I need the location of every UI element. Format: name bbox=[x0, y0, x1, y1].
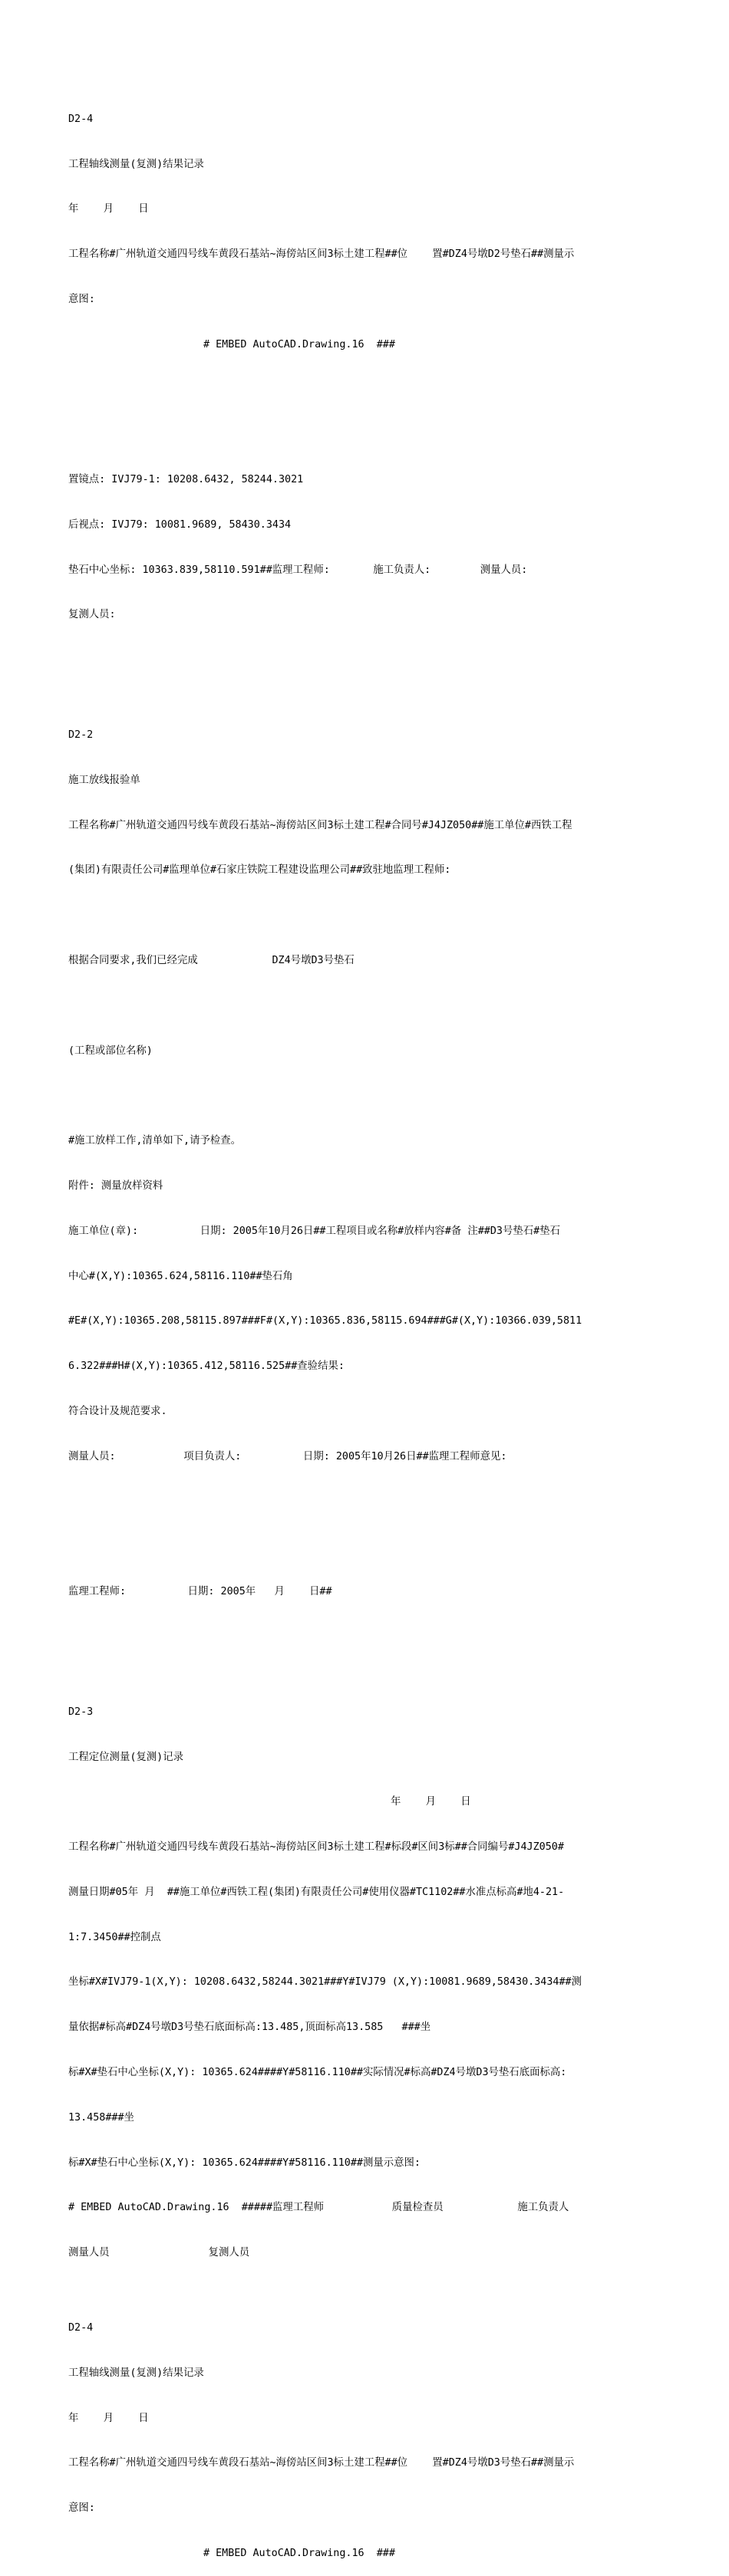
project-name-line: 工程名称#广州轨道交通四号线车黄段石基站~海傍站区间3标土建工程#标段#区间3标##合同编号#J4JZ050# bbox=[68, 1841, 564, 1854]
embed-signature-line: # EMBED AutoCAD.Drawing.16 #####监理工程师 质量检查员 施工负责人 bbox=[68, 2202, 569, 2214]
contractor-date-line: 施工单位(章): 日期: 2005年10月26日##工程项目或名称#放样内容#备 注##D3号垫石#垫石 bbox=[68, 1225, 560, 1237]
blank-line bbox=[68, 908, 667, 923]
backsight-point-line: 后视点: IVJ79: 10081.9689, 58430.3434 bbox=[68, 518, 292, 531]
corner-coordinates-line: #E#(X,Y):10365.208,58115.897###F#(X,Y):10365.836,58115.694###G#(X,Y):10366.039,5811 bbox=[68, 1315, 582, 1327]
actual-elevation-line: 13.458###坐 bbox=[68, 2111, 134, 2124]
contractor-line: (集团)有限责任公司#监理单位#石家庄铁院工程建设监理公司##致驻地监理工程师: bbox=[68, 864, 451, 877]
project-name-line: 工程名称#广州轨道交通四号线车黄段石基站~海傍站区间3标土建工程#合同号#J4JZ050##施工单位#西铁工程 bbox=[68, 819, 572, 831]
section-title: 工程轴线测量(复测)结果记录 bbox=[68, 2367, 204, 2379]
attachment-line: 附件: 测量放样资料 bbox=[68, 1179, 163, 1192]
actual-elevation-line: 标#X#垫石中心坐标(X,Y): 10365.624####Y#58116.110##实际情况#标高#DZ4号墩D3号垫石底面标高: bbox=[68, 2066, 567, 2078]
date-line: 年 月 日 bbox=[68, 2412, 149, 2424]
blank-line bbox=[68, 382, 667, 397]
section-code: D2-4 bbox=[68, 113, 94, 125]
embed-placeholder: # EMBED AutoCAD.Drawing.16 ### bbox=[203, 338, 395, 350]
section-title: 施工放线报验单 bbox=[68, 774, 140, 786]
blank-line bbox=[68, 427, 667, 442]
signature-line: 测量人员: 项目负责人: 日期: 2005年10月26日##监理工程师意见: bbox=[68, 1450, 507, 1462]
project-name-line: 工程名称#广州轨道交通四号线车黄段石基站~海傍站区间3标土建工程##位 置#DZ4号墩D2号垫石##测量示 bbox=[68, 248, 575, 261]
survey-info-line: 测量日期#05年 月 ##施工单位#西铁工程(集团)有限责任公司#使用仪器#TC1102##水准点标高#地4-21- bbox=[68, 1886, 565, 1898]
blank-line bbox=[68, 683, 667, 698]
control-point-line: 坐标#X#IVJ79-1(X,Y): 10208.6432,58244.3021###Y#IVJ79 (X,Y):10081.9689,58430.3434##测 bbox=[68, 1976, 582, 1989]
blank-line bbox=[68, 1088, 667, 1104]
blank-line bbox=[68, 998, 667, 1014]
center-coordinate-line: 中心#(X,Y):10365.624,58116.110##垫石角 bbox=[68, 1270, 293, 1282]
inspection-result: 符合设计及规范要求. bbox=[68, 1405, 167, 1417]
survey-basis-line: 量依据#标高#DZ4号墩D3号垫石底面标高:13.485,顶面标高13.585 ###坐 bbox=[68, 2022, 431, 2034]
blank-line bbox=[68, 1494, 667, 1509]
supervisor-signature-line: 监理工程师: 日期: 2005年 月 日## bbox=[68, 1585, 332, 1597]
recheck-staff-line: 复测人员: bbox=[68, 609, 116, 621]
diagram-label: 意图: bbox=[68, 293, 95, 305]
inspection-request: #施工放样工作,清单如下,请予检查。 bbox=[68, 1135, 242, 1147]
station-point-line: 置镜点: IVJ79-1: 10208.6432, 58244.3021 bbox=[68, 474, 304, 486]
center-coordinate-line: 垫石中心坐标: 10363.839,58110.591##监理工程师: 施工负责人: 测量人员: bbox=[68, 564, 528, 576]
blank-line bbox=[68, 1539, 667, 1554]
section-code: D2-2 bbox=[68, 729, 94, 742]
embed-placeholder: # EMBED AutoCAD.Drawing.16 ### bbox=[203, 2547, 395, 2559]
benchmark-line: 1:7.3450##控制点 bbox=[68, 1931, 161, 1943]
staff-line: 测量人员 复测人员 bbox=[68, 2247, 250, 2259]
actual-coordinate-line: 标#X#垫石中心坐标(X,Y): 10365.624####Y#58116.110##测量示意图: bbox=[68, 2157, 421, 2169]
date-line: 年 月 日 bbox=[68, 203, 149, 215]
section-title: 工程定位测量(复测)记录 bbox=[68, 1751, 184, 1763]
completion-statement: 根据合同要求,我们已经完成 DZ4号墩D3号垫石 bbox=[68, 955, 355, 967]
part-name-caption: (工程或部位名称) bbox=[68, 1045, 153, 1057]
diagram-label: 意图: bbox=[68, 2502, 95, 2515]
corner-coordinates-line: 6.322###H#(X,Y):10365.412,58116.525##查验结果: bbox=[68, 1360, 345, 1373]
blank-line bbox=[68, 1660, 667, 1675]
document-page bbox=[68, 67, 667, 2576]
project-name-line: 工程名称#广州轨道交通四号线车黄段石基站~海傍站区间3标土建工程##位 置#DZ4号墩D3号垫石##测量示 bbox=[68, 2457, 575, 2469]
section-code: D2-3 bbox=[68, 1706, 94, 1718]
section-title: 工程轴线测量(复测)结果记录 bbox=[68, 158, 204, 170]
section-code: D2-4 bbox=[68, 2322, 94, 2334]
date-line: 年 月 日 bbox=[391, 1796, 471, 1808]
